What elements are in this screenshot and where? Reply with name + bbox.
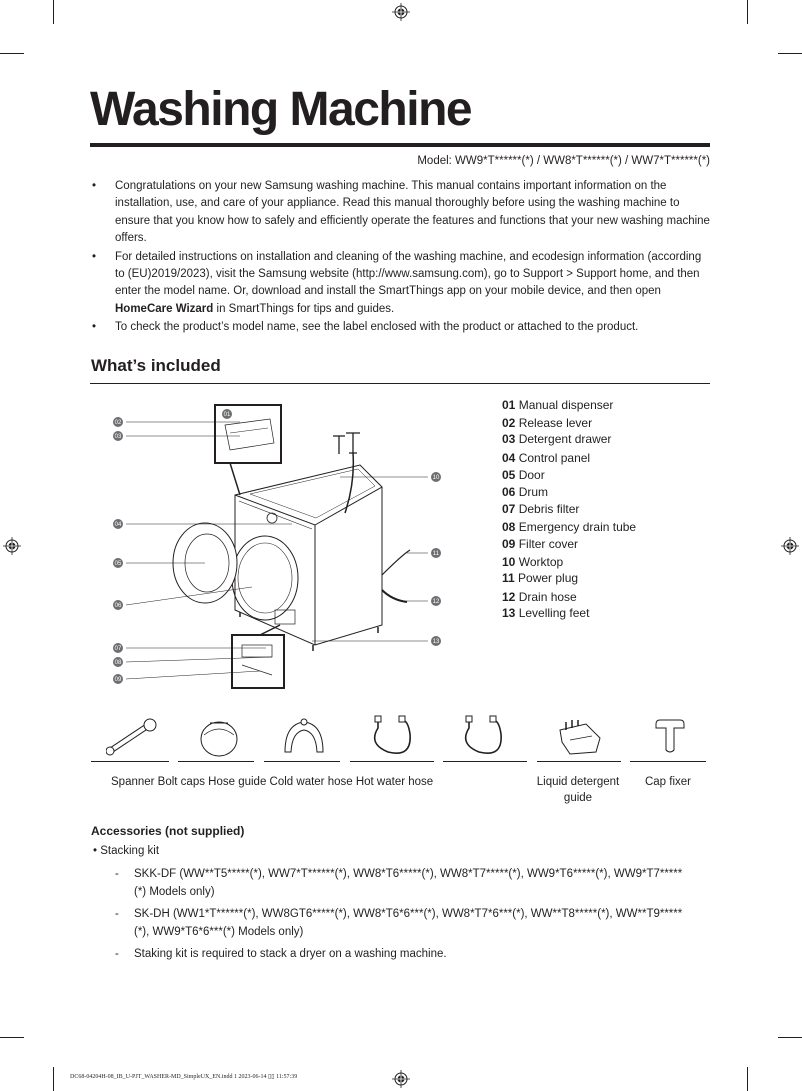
part-number: 02 bbox=[502, 416, 516, 430]
bullet-item bbox=[90, 249, 710, 319]
callout-10: 10 bbox=[432, 475, 440, 481]
part-label: Drum bbox=[518, 485, 549, 499]
part-item bbox=[502, 485, 548, 499]
dash-marker: - bbox=[115, 948, 119, 960]
part-item bbox=[502, 451, 590, 465]
registration-mark-icon bbox=[781, 537, 799, 555]
part-item bbox=[502, 606, 589, 620]
model-line: Model: WW9*T******(*) / WW8*T******(*) / WW7*T******(*) bbox=[417, 155, 710, 167]
bullet-item bbox=[90, 178, 710, 248]
part-label: Power plug bbox=[518, 571, 579, 585]
part-label: Drain hose bbox=[518, 590, 577, 604]
part-number: 06 bbox=[502, 485, 516, 499]
spanner-icon bbox=[106, 717, 160, 757]
washing-machine-diagram bbox=[90, 395, 480, 705]
dash-marker: - bbox=[115, 908, 119, 920]
stacking-kit-item bbox=[115, 945, 694, 963]
part-number: 07 bbox=[502, 502, 516, 516]
part-label: Filter cover bbox=[518, 537, 579, 551]
crop-mark bbox=[747, 0, 748, 24]
print-footer: DC68-04204H-08_IB_U-PJT_WASHER-MD_SimpleUX_EN.indd 1 2023-06-14 ▯▯ 11:57:39 bbox=[70, 1074, 298, 1080]
part-item bbox=[502, 590, 577, 604]
callout-11: 11 bbox=[432, 551, 440, 557]
registration-mark-icon bbox=[392, 3, 410, 21]
part-label: Door bbox=[518, 468, 545, 482]
filter-inset bbox=[232, 635, 284, 688]
stacking-kit-item bbox=[115, 905, 694, 941]
bullet-dot: • bbox=[93, 845, 98, 857]
callout-13: 13 bbox=[432, 639, 440, 645]
part-item bbox=[502, 468, 545, 482]
part-number: 13 bbox=[502, 606, 516, 620]
bullet-dot: • bbox=[92, 250, 97, 263]
bolt-cap-icon bbox=[196, 717, 242, 759]
machine-body bbox=[235, 465, 382, 645]
crop-mark bbox=[747, 1067, 748, 1091]
bullet-text: To check the product’s model name, see the label enclosed with the product or attached to the product. bbox=[115, 321, 639, 334]
intro-bullets bbox=[90, 178, 710, 338]
hose-guide-icon bbox=[281, 716, 327, 758]
crop-mark bbox=[778, 53, 802, 54]
part-item bbox=[502, 555, 563, 569]
part-label: Levelling feet bbox=[518, 606, 590, 620]
part-number: 09 bbox=[502, 537, 516, 551]
callout-06: 06 bbox=[114, 603, 122, 609]
stacking-kit-text: Staking kit is required to stack a dryer on a washing machine. bbox=[134, 948, 447, 960]
part-label: Control panel bbox=[518, 451, 591, 465]
part-label: Manual dispenser bbox=[518, 398, 614, 412]
bullet-dot: • bbox=[92, 180, 97, 192]
callout-12: 12 bbox=[432, 599, 440, 605]
accessory-labels: Spanner Bolt caps Hose guide Cold water hose Hot water hose bbox=[111, 776, 434, 788]
callout-01: 01 bbox=[223, 412, 231, 418]
crop-mark bbox=[778, 1037, 802, 1038]
accessory-divider bbox=[537, 761, 621, 762]
stacking-kit-bullet bbox=[93, 845, 159, 857]
accessory-divider bbox=[350, 761, 434, 762]
callout-03: 03 bbox=[114, 434, 122, 440]
bullet-dot: • bbox=[92, 321, 97, 334]
part-number: 11 bbox=[502, 571, 515, 585]
dash-marker: - bbox=[115, 868, 119, 880]
callout-07: 07 bbox=[114, 646, 122, 652]
crop-mark bbox=[53, 1067, 54, 1091]
part-item bbox=[502, 571, 578, 585]
callout-05: 05 bbox=[114, 561, 122, 567]
part-item bbox=[502, 432, 611, 446]
section-title: What’s included bbox=[91, 356, 221, 375]
part-number: 12 bbox=[502, 590, 516, 604]
liquid-detergent-guide-label: Liquid detergent guide bbox=[536, 776, 620, 804]
stacking-kit-text: SKK-DF (WW**T5*****(*), WW7*T******(*), WW8*T6*****(*), WW8*T7*****(*), WW9*T6*****(*), WW9*T7*****(*) Models only) bbox=[134, 868, 683, 898]
accessory-divider bbox=[443, 761, 527, 762]
stacking-kit-label: Stacking kit bbox=[100, 845, 160, 857]
callout-09: 09 bbox=[114, 677, 122, 683]
part-item bbox=[502, 537, 578, 551]
accessory-divider bbox=[91, 761, 169, 762]
part-item bbox=[502, 398, 613, 412]
registration-mark-icon bbox=[3, 537, 21, 555]
part-number: 01 bbox=[502, 398, 516, 412]
callout-04: 04 bbox=[114, 522, 122, 528]
cap-fixer-icon bbox=[652, 716, 688, 758]
crop-mark bbox=[0, 53, 24, 54]
part-number: 10 bbox=[502, 555, 516, 569]
registration-mark-icon bbox=[392, 1070, 410, 1088]
accessory-divider bbox=[630, 761, 706, 762]
accessory-divider bbox=[264, 761, 340, 762]
bullet-text: in SmartThings for tips and guides. bbox=[213, 302, 395, 315]
bullet-item bbox=[90, 319, 710, 336]
crop-mark bbox=[0, 1037, 24, 1038]
accessories-heading: Accessories (not supplied) bbox=[91, 824, 245, 838]
part-item bbox=[502, 502, 579, 516]
app-feature-name: HomeCare Wizard bbox=[115, 302, 214, 315]
part-number: 03 bbox=[502, 432, 516, 446]
part-number: 05 bbox=[502, 468, 516, 482]
part-label: Emergency drain tube bbox=[518, 520, 637, 534]
hot-water-hose-icon bbox=[459, 714, 511, 760]
part-label: Detergent drawer bbox=[518, 432, 612, 446]
title-underline bbox=[90, 143, 710, 147]
part-label: Debris filter bbox=[518, 502, 580, 516]
part-label: Release lever bbox=[518, 416, 593, 430]
part-item bbox=[502, 416, 592, 430]
part-number: 04 bbox=[502, 451, 516, 465]
stacking-kit-text: SK-DH (WW1*T******(*), WW8GT6*****(*), WW8*T6*6***(*), WW8*T7*6***(*), WW**T8*****(*), WW**T9*****(*), WW9*T6*6***(*) Models only) bbox=[134, 908, 683, 938]
liquid-detergent-guide-icon bbox=[556, 716, 604, 758]
cold-water-hose-icon bbox=[368, 714, 420, 760]
accessory-divider bbox=[178, 761, 254, 762]
stacking-kit-item bbox=[115, 865, 694, 901]
part-item bbox=[502, 520, 636, 534]
page-title: Washing Machine bbox=[90, 83, 472, 136]
bullet-text: Congratulations on your new Samsung washing machine. This manual contains important information on the installation, use, and care of your appliance. Read this manual thoroughly before using the washing machine to ensure that you know how to safely and efficiently operate the features and functions that your new washing machine offers. bbox=[115, 180, 710, 245]
callout-02: 02 bbox=[114, 420, 122, 426]
bullet-text: For detailed instructions on installation and cleaning of the washing machine, and ecodesign information (according to (EU)2019/2023), visit the Samsung website (http://www.samsung.com), go to Support > Support home, and then enter the model name. Or, download and install the SmartThings app on your mobile device, and then open bbox=[115, 250, 702, 298]
part-number: 08 bbox=[502, 520, 516, 534]
callout-08: 08 bbox=[114, 660, 122, 666]
part-label: Worktop bbox=[518, 555, 564, 569]
cap-fixer-label: Cap fixer bbox=[644, 776, 692, 788]
section-rule bbox=[90, 383, 710, 384]
crop-mark bbox=[53, 0, 54, 24]
